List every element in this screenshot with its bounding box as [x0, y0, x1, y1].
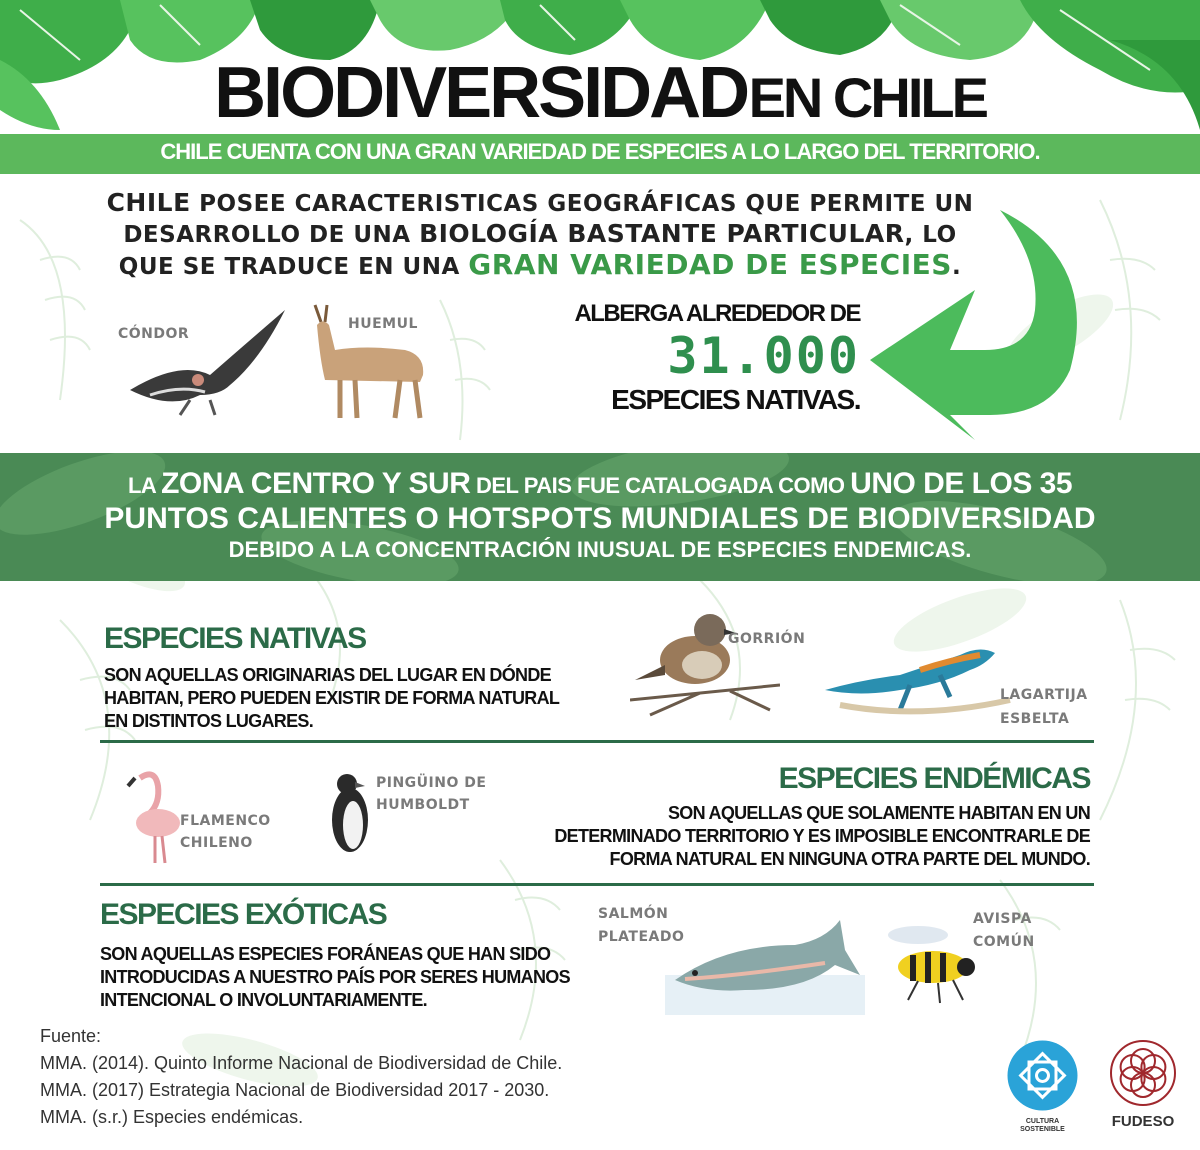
hotspot-line2: PUNTOS CALIENTES O HOTSPOTS MUNDIALES DE BIODIVERSIDAD [104, 502, 1096, 535]
intro-part4: , LO QUE SE TRADUCE EN UNA [118, 222, 957, 280]
salmon-illustration [665, 905, 865, 1015]
salmon-label-l1: SALMÓN [598, 906, 669, 922]
count-tail: ESPECIES NATIVAS. [611, 384, 860, 415]
huemul-label: HUEMUL [348, 316, 418, 332]
count-number: 31.000 [667, 327, 860, 385]
page-title [0, 52, 1200, 134]
hotspot-zona: ZONA CENTRO Y SUR [161, 467, 471, 500]
intro-part2: POSEE CARACTERISTICAS GEOGRÁFICAS QUE PERMITE UN DESARROLLO DE UNA [123, 191, 974, 248]
intro-text [100, 188, 980, 282]
cultura-logo-l1: CULTURA [1025, 1118, 1060, 1125]
avispa-illustration [878, 925, 988, 1005]
lagartija-label-l2: ESBELTA [1000, 711, 1070, 727]
intro-period: . [951, 254, 962, 280]
condor-label: CÓNDOR [118, 326, 190, 342]
nativas-heading: ESPECIES NATIVAS [104, 622, 366, 655]
pinguino-label [376, 772, 486, 816]
exoticas-line2: INTRODUCIDAS A NUESTRO PAÍS POR SERES HUMANOS [100, 967, 570, 987]
condor-illustration [120, 300, 300, 420]
flamenco-label [180, 810, 271, 854]
avispa-label-l1: AVISPA [973, 911, 1032, 927]
source-item: MMA. (s.r.) Especies endémicas. [40, 1107, 304, 1127]
gorrion-label: GORRIÓN [728, 631, 806, 647]
pinguino-label-l2: HUMBOLDT [376, 797, 470, 813]
count-lead: ALBERGA ALREDEDOR DE [574, 300, 860, 327]
endemicas-line3: FORMA NATURAL EN NINGUNA OTRA PARTE DEL MUNDO. [609, 849, 1090, 869]
flamenco-label-l1: FLAMENCO [180, 813, 271, 829]
fudeso-flower-icon [1108, 1038, 1178, 1108]
exoticas-heading: ESPECIES EXÓTICAS [100, 898, 387, 931]
fudeso-logo-text: FUDESO [1111, 1113, 1175, 1130]
endemicas-heading: ESPECIES ENDÉMICAS [778, 762, 1090, 795]
endemicas-line2: DETERMINADO TERRITORIO Y ES IMPOSIBLE ENCONTRARLE DE [554, 826, 1090, 846]
source-item: MMA. (2014). Quinto Informe Nacional de Biodiversidad de Chile. [40, 1053, 563, 1073]
nativas-line3: EN DISTINTOS LUGARES. [104, 711, 313, 731]
pinguino-label-l1: PINGÜINO DE [376, 775, 487, 791]
cultura-logo-l2: SOSTENIBLE [1020, 1126, 1065, 1133]
hotspot-uno: UNO DE LOS 35 [850, 467, 1073, 500]
exoticas-line3: INTENCIONAL O INVOLUNTARIAMENTE. [100, 990, 427, 1010]
title-rest: EN CHILE [748, 66, 986, 129]
curved-arrow-icon [870, 200, 1110, 440]
endemicas-line1: SON AQUELLAS QUE SOLAMENTE HABITAN EN UN [667, 803, 1090, 823]
exoticas-description [100, 943, 570, 1012]
sources-label: Fuente: [40, 1026, 102, 1046]
hotspot-line3: DEBIDO A LA CONCENTRACIÓN INUSUAL DE ESPECIES ENDEMICAS. [228, 537, 972, 562]
nativas-line2: HABITAN, PERO PUEDEN EXISTIR DE FORMA NATURAL [104, 688, 560, 708]
hotspot-mid: DEL PAIS FUE CATALOGADA COMO [470, 473, 851, 498]
hotspot-la: LA [127, 473, 162, 498]
fudeso-logo [1108, 1038, 1178, 1133]
flamenco-label-l2: CHILENO [180, 835, 253, 851]
avispa-label-l2: COMÚN [973, 934, 1035, 950]
sources [40, 1023, 562, 1131]
hotspot-line1 [0, 468, 1200, 502]
cultura-logo-icon [1005, 1038, 1080, 1113]
nativas-line1: SON AQUELLAS ORIGINARIAS DEL LUGAR EN DÓNDE [104, 665, 551, 685]
hotspot-text [0, 468, 1200, 564]
pinguino-illustration [325, 770, 375, 858]
intro-chile: CHILE [106, 188, 191, 217]
gorrion-illustration [630, 605, 780, 720]
cultura-sostenible-logo [1005, 1038, 1080, 1133]
section-divider-2 [100, 883, 1094, 886]
intro-variedad: GRAN VARIEDAD DE ESPECIES [468, 248, 952, 281]
source-item: MMA. (2017) Estrategia Nacional de Biodiversidad 2017 - 2030. [40, 1080, 550, 1100]
lagartija-label-l1: LAGARTIJA [1000, 687, 1088, 703]
species-count-block [560, 300, 860, 416]
intro-biologia: BIOLOGÍA BASTANTE PARTICULAR [419, 219, 905, 248]
lagartija-illustration [820, 625, 1020, 720]
nativas-description [104, 664, 559, 733]
huemul-illustration [295, 300, 445, 425]
endemicas-description [500, 802, 1090, 871]
exoticas-line1: SON AQUELLAS ESPECIES FORÁNEAS QUE HAN SIDO [100, 944, 551, 964]
cultura-logo-text [1005, 1118, 1080, 1134]
subtitle: CHILE CUENTA CON UNA GRAN VARIEDAD DE ESPECIES A LO LARGO DEL TERRITORIO. [160, 139, 1040, 164]
lagartija-label [1000, 683, 1088, 731]
salmon-label-l2: PLATEADO [598, 929, 685, 945]
section-divider-1 [100, 740, 1094, 743]
title-main: BIODIVERSIDAD [214, 53, 748, 133]
